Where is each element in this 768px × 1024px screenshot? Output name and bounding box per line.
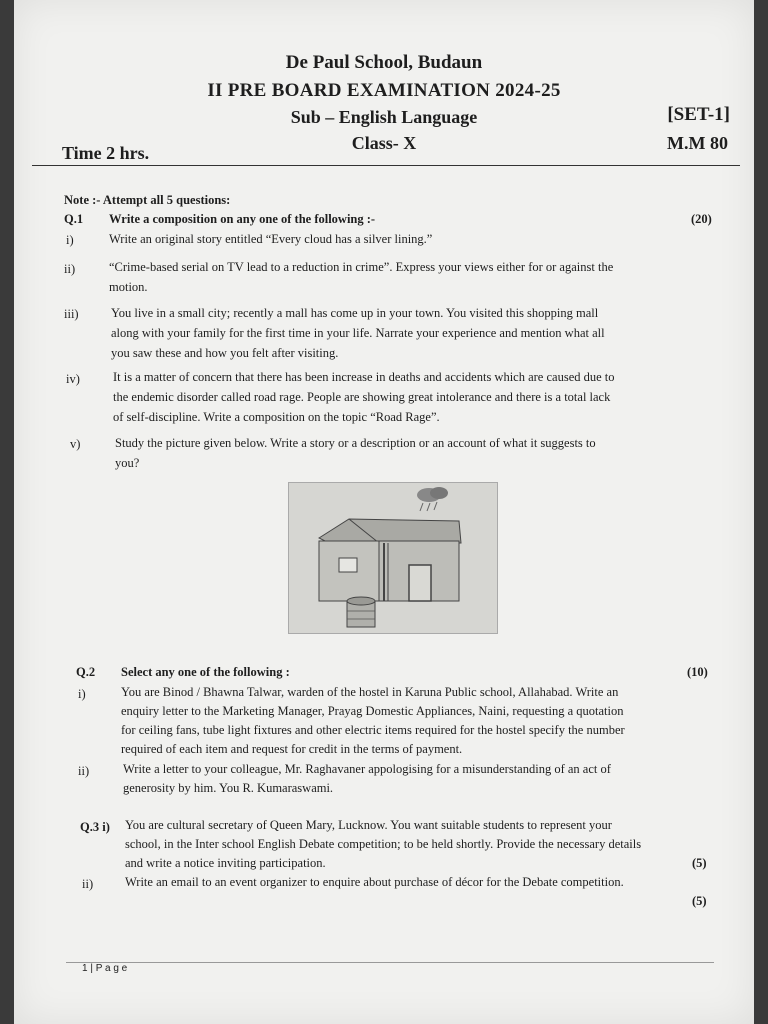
q1-item-label: iii) <box>64 307 79 321</box>
house-picture <box>288 482 498 634</box>
q3-item-text: Write an email to an event organizer to enquire about purchase of décor for the Debate competition. <box>125 875 624 889</box>
q2-item-label: ii) <box>78 764 90 778</box>
q2-item-text: for ceiling fans, tube light fixtures and other electric items required for the hostel specify the number <box>121 723 625 737</box>
q1-item-label: i) <box>66 233 74 247</box>
q1-item-text: of self-discipline. Write a composition on the topic “Road Rage”. <box>113 410 440 424</box>
max-marks: M.M 80 <box>667 133 728 153</box>
q3-item-label: ii) <box>82 877 94 891</box>
subject-line: Sub – English Language <box>290 107 478 127</box>
q2-marks: (10) <box>687 665 708 679</box>
q1-item-text: You live in a small city; recently a mall has come up in your town. You visited this shopping mall <box>111 306 599 320</box>
q1-item-text: the endemic disorder called road rage. People are showing great intolerance and there is a total lack <box>113 390 611 404</box>
exam-paper <box>14 0 754 1024</box>
q1-number: Q.1 <box>64 212 84 226</box>
time-allowed: Time 2 hrs. <box>62 143 150 163</box>
q2-item-text: Write a letter to your colleague, Mr. Raghavaner appologising for a misunderstanding of an act of <box>123 762 611 776</box>
q2-item-label: i) <box>78 687 86 701</box>
q1-item-text: Write an original story entitled “Every cloud has a silver lining.” <box>109 232 433 246</box>
q1-item-text: along with your family for the first time in your life. Narrate your experience and mention what all <box>111 326 605 340</box>
house-drawing-icon <box>289 483 497 633</box>
q3-item-text: and write a notice inviting participation. <box>125 856 326 870</box>
q2-number: Q.2 <box>76 665 96 679</box>
q2-item-text: enquiry letter to the Marketing Manager, Prayag Domestic Appliances, Naini, requesting a quotation <box>121 704 624 718</box>
q1-item-text: you? <box>115 456 140 470</box>
q1-item-text: Study the picture given below. Write a story or a description or an account of what it suggests to <box>115 436 596 450</box>
q3-number: Q.3 i) <box>80 820 110 834</box>
q1-item-label: ii) <box>64 262 76 276</box>
q1-item-text: It is a matter of concern that there has been increase in deaths and accidents which are caused due to <box>113 370 615 384</box>
q1-title: Write a composition on any one of the following :- <box>109 212 376 226</box>
q3-item-marks: (5) <box>692 856 707 870</box>
header-divider <box>32 165 740 166</box>
q1-item-text: “Crime-based serial on TV lead to a reduction in crime”. Express your views either for or against the <box>109 260 614 274</box>
q1-marks: (20) <box>691 212 712 226</box>
q3-item-marks: (5) <box>692 894 707 908</box>
q1-item-text: you saw these and how you felt after visiting. <box>111 346 339 360</box>
q1-item-text: motion. <box>109 280 148 294</box>
q1-item-label: iv) <box>66 372 80 386</box>
page-number: 1 | P a g e <box>82 963 128 974</box>
q3-item-text: You are cultural secretary of Queen Mary, Lucknow. You want suitable students to represent your <box>125 818 612 832</box>
q2-item-text: required of each item and request for credit in the terms of payment. <box>121 742 463 756</box>
q2-item-text: You are Binod / Bhawna Talwar, warden of the hostel in Karuna Public school, Allahabad. Write an <box>121 685 619 699</box>
q3-item-text: school, in the Inter school English Debate competition; to be held shortly. Provide the necessary details <box>125 837 642 851</box>
exam-title: II PRE BOARD EXAMINATION 2024-25 <box>207 80 561 101</box>
school-name: De Paul School, Budaun <box>285 52 483 73</box>
q2-title: Select any one of the following : <box>121 665 290 679</box>
set-label: [SET-1] <box>667 104 730 125</box>
q1-item-label: v) <box>70 437 81 451</box>
instruction-note: Note :- Attempt all 5 questions: <box>64 193 231 207</box>
footer-divider <box>66 962 714 963</box>
q2-item-text: generosity by him. You R. Kumaraswami. <box>123 781 334 795</box>
class-line: Class- X <box>351 133 417 153</box>
